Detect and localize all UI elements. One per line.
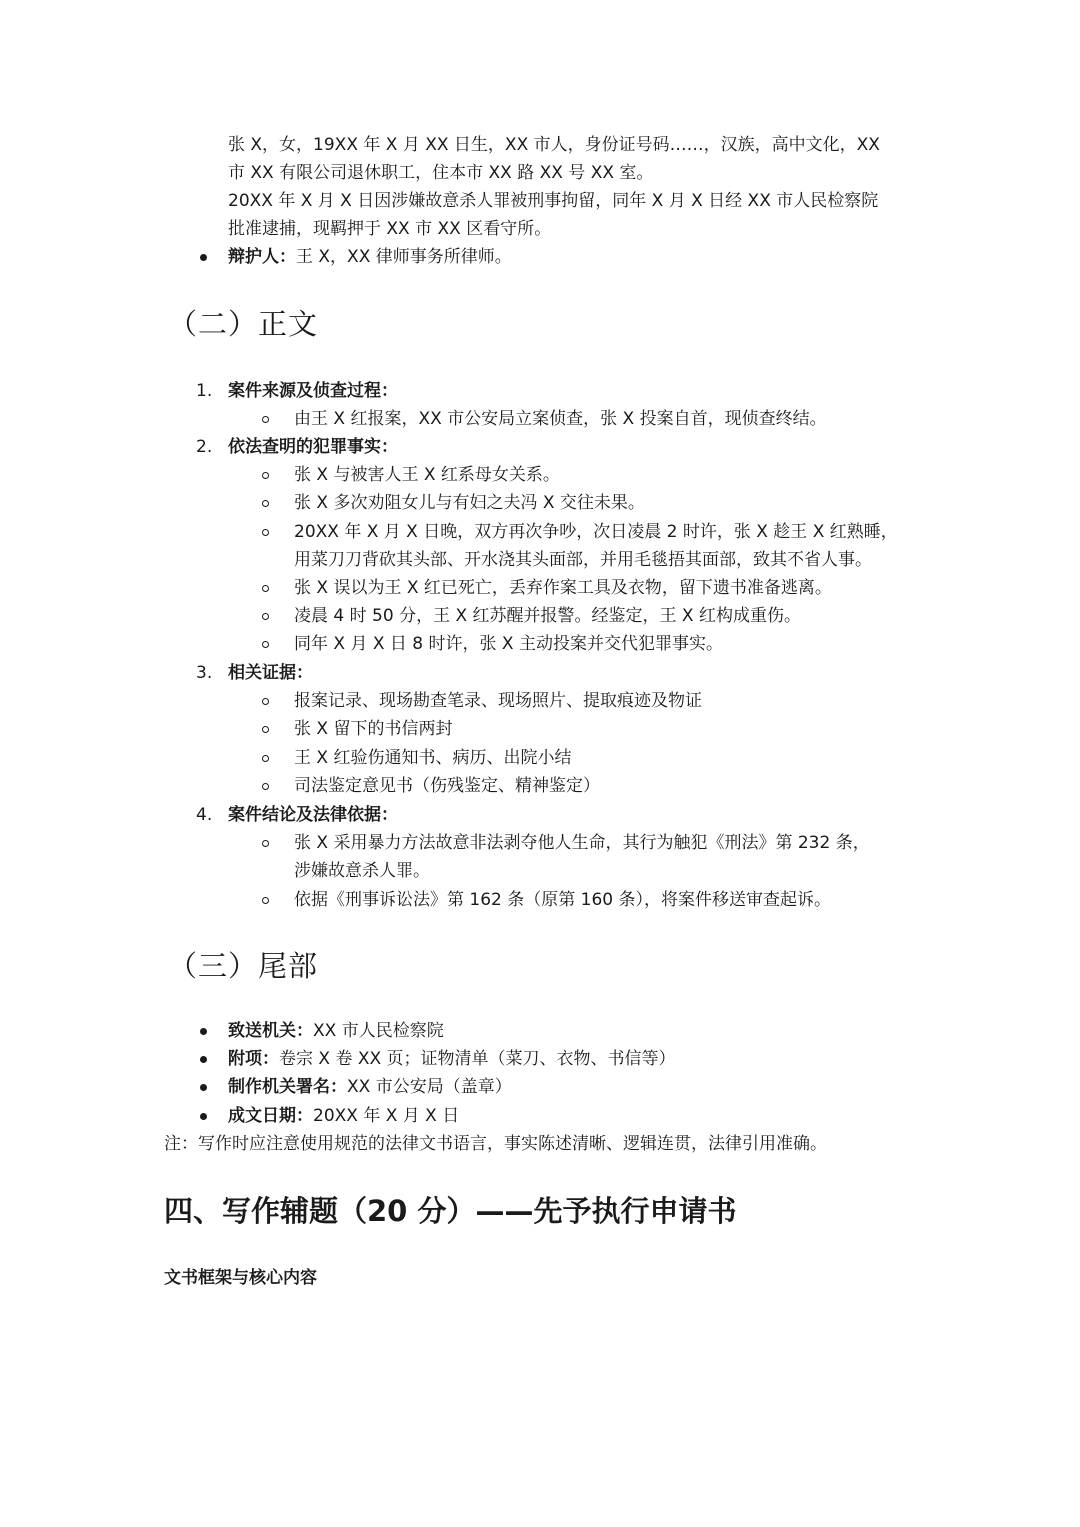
sub-bullet-circle <box>262 726 269 733</box>
item-3-sub-4: 司法鉴定意见书（伤残鉴定、精神鉴定） <box>294 776 600 796</box>
item-2-sub-1: 张 X 与被害人王 X 红系母女关系。 <box>294 465 560 485</box>
defender-value: 王 X，XX 律师事务所律师。 <box>296 247 512 267</box>
item-1-title: 案件来源及侦查过程： <box>228 381 398 401</box>
bullet-dot <box>200 1084 207 1091</box>
item-1-number: 1. <box>196 381 213 401</box>
section-3-heading: （三）尾部 <box>168 949 319 983</box>
item-2-sub-5: 凌晨 4 时 50 分，王 X 红苏醒并报警。经鉴定，王 X 红构成重伤。 <box>294 606 801 626</box>
sub-bullet-circle <box>262 641 269 648</box>
bullet-dot <box>200 1028 207 1035</box>
item-3-sub-2: 张 X 留下的书信两封 <box>294 719 453 739</box>
footer-item-value: XX 市人民检察院 <box>313 1021 444 1041</box>
section-4-subheading: 文书框架与核心内容 <box>164 1268 317 1288</box>
sub-bullet-circle <box>262 698 269 705</box>
item-4-sub-2: 依据《刑事诉讼法》第 162 条（原第 160 条），将案件移送审查起诉。 <box>294 890 832 910</box>
footer-item-label: 制作机关署名： <box>228 1077 347 1097</box>
footer-item-label: 附项： <box>228 1049 279 1069</box>
item-3-sub-1: 报案记录、现场勘查笔录、现场照片、提取痕迹及物证 <box>294 691 702 711</box>
sub-bullet-circle <box>262 755 269 762</box>
sub-bullet-circle <box>262 585 269 592</box>
item-3-title: 相关证据： <box>228 663 313 683</box>
note-paragraph: 注：写作时应注意使用规范的法律文书语言，事实陈述清晰、逻辑连贯，法律引用准确。 <box>164 1134 827 1154</box>
footer-item-2 <box>228 1045 676 1073</box>
sub-bullet-circle <box>262 783 269 790</box>
item-2-sub-2: 张 X 多次劝阻女儿与有妇之夫冯 X 交往未果。 <box>294 493 645 513</box>
footer-item-4 <box>228 1102 459 1130</box>
item-2-title: 依法查明的犯罪事实： <box>228 437 398 457</box>
footer-item-1 <box>228 1017 444 1045</box>
item-1-sub-1: 由王 X 红报案，XX 市公安局立案侦查，张 X 投案自首，现侦查终结。 <box>294 409 827 429</box>
defender-label: 辩护人： <box>228 247 296 267</box>
item-4-sub-1-cont: 涉嫌故意杀人罪。 <box>294 861 430 881</box>
footer-item-value: 卷宗 X 卷 XX 页；证物清单（菜刀、衣物、书信等） <box>279 1049 676 1069</box>
item-2-sub-3: 20XX 年 X 月 X 日晚，双方再次争吵，次日凌晨 2 时许，张 X 趁王 X 红熟睡， <box>294 522 898 542</box>
item-2-sub-6: 同年 X 月 X 日 8 时许，张 X 主动投案并交代犯罪事实。 <box>294 634 723 654</box>
footer-item-value: XX 市公安局（盖章） <box>347 1077 512 1097</box>
intro-line-3: 20XX 年 X 月 X 日因涉嫌故意杀人罪被刑事拘留，同年 X 月 X 日经 XX 市人民检察院 <box>228 191 879 211</box>
footer-item-3 <box>228 1073 512 1101</box>
item-4-sub-1: 张 X 采用暴力方法故意非法剥夺他人生命，其行为触犯《刑法》第 232 条， <box>294 833 870 853</box>
bullet-dot <box>200 254 207 261</box>
item-2-sub-3-cont: 用菜刀刀背砍其头部、开水浇其头面部，并用毛毯捂其面部，致其不省人事。 <box>294 550 872 570</box>
intro-line-2: 市 XX 有限公司退休职工，住本市 XX 路 XX 号 XX 室。 <box>228 163 654 183</box>
sub-bullet-circle <box>262 472 269 479</box>
sub-bullet-circle <box>262 500 269 507</box>
sub-bullet-circle <box>262 840 269 847</box>
bullet-dot <box>200 1056 207 1063</box>
section-2-heading: （二）正文 <box>168 307 319 341</box>
item-2-sub-4: 张 X 误以为王 X 红已死亡，丢弃作案工具及衣物，留下遗书准备逃离。 <box>294 578 832 598</box>
item-3-number: 3. <box>196 663 213 683</box>
sub-bullet-circle <box>262 897 269 904</box>
item-2-number: 2. <box>196 437 213 457</box>
intro-line-1: 张 X，女，19XX 年 X 月 XX 日生，XX 市人，身份证号码……，汉族，高中文化，XX <box>228 135 880 155</box>
footer-item-label: 致送机关： <box>228 1021 313 1041</box>
sub-bullet-circle <box>262 613 269 620</box>
footer-item-label: 成文日期： <box>228 1106 313 1126</box>
section-4-heading: 四、写作辅题（20 分）——先予执行申请书 <box>164 1194 737 1228</box>
defender-line <box>228 243 512 271</box>
sub-bullet-circle <box>262 529 269 536</box>
intro-line-4: 批准逮捕，现羁押于 XX 市 XX 区看守所。 <box>228 219 552 239</box>
item-4-number: 4. <box>196 805 213 825</box>
item-4-title: 案件结论及法律依据： <box>228 805 398 825</box>
sub-bullet-circle <box>262 416 269 423</box>
item-3-sub-3: 王 X 红验伤通知书、病历、出院小结 <box>294 748 572 768</box>
bullet-dot <box>200 1113 207 1120</box>
footer-item-value: 20XX 年 X 月 X 日 <box>313 1106 460 1126</box>
